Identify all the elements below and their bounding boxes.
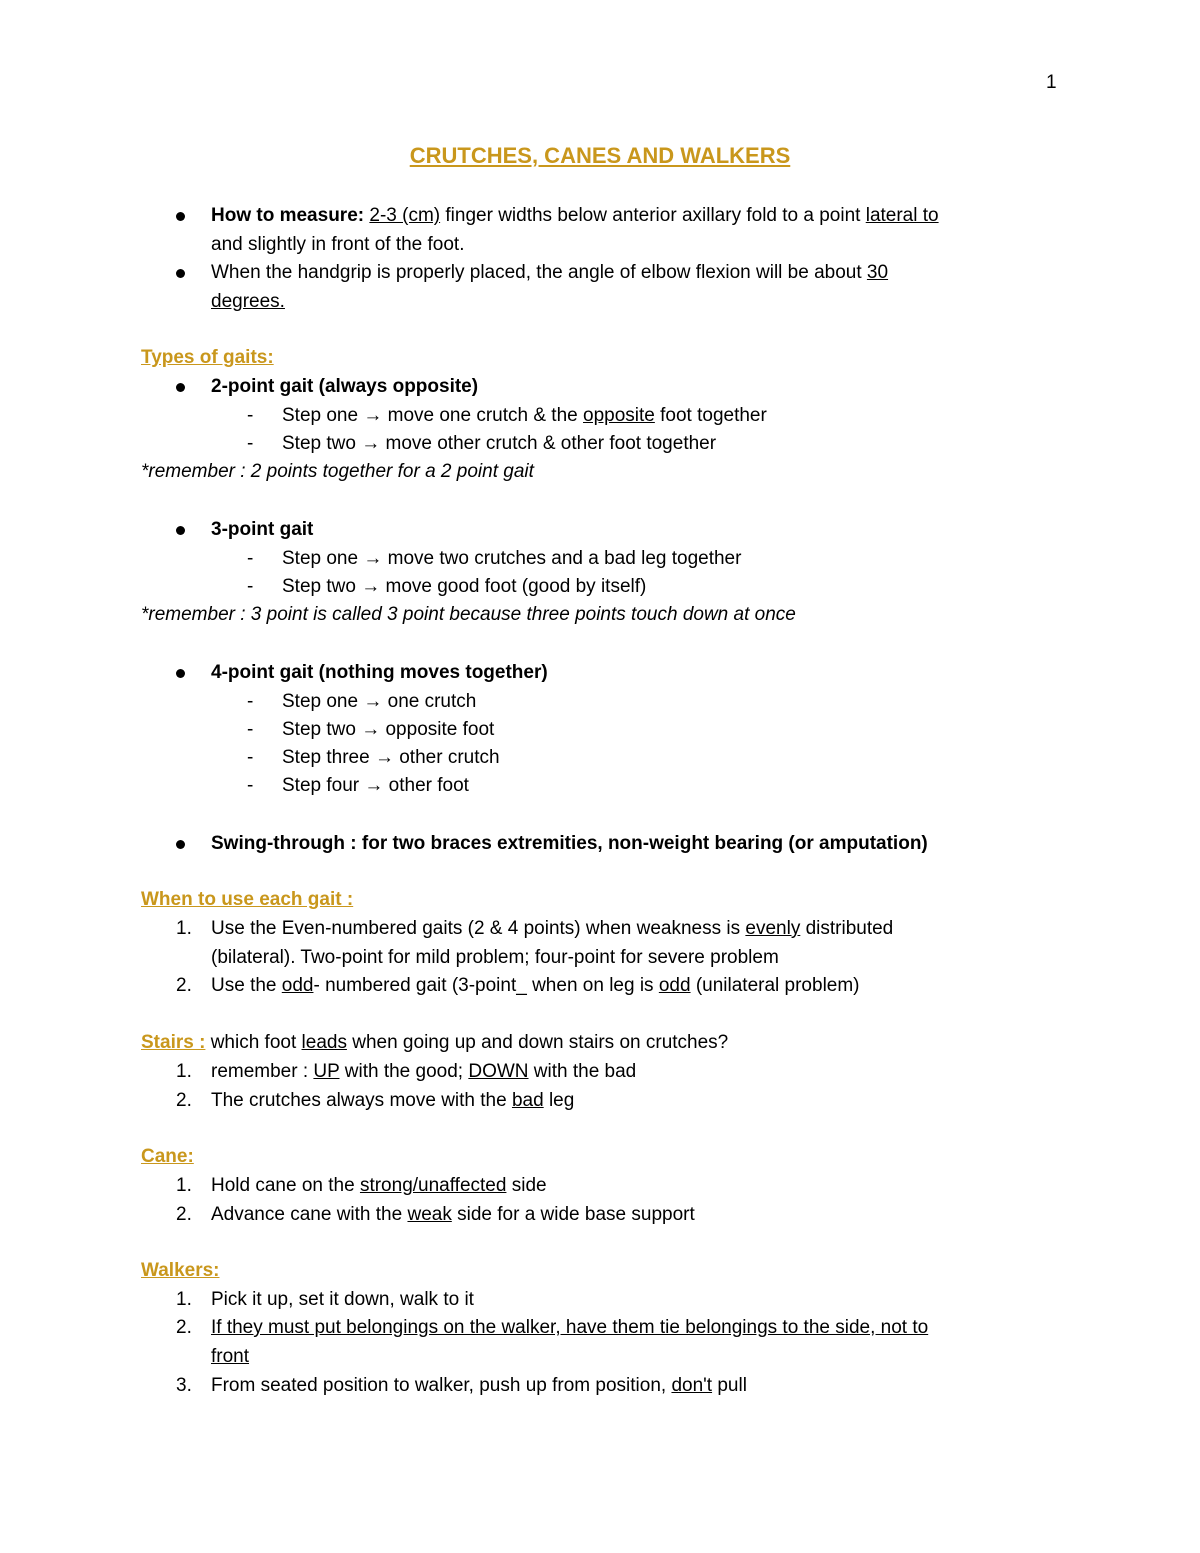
list-number: 1. <box>176 1061 192 1082</box>
dash-icon: - <box>247 433 254 454</box>
item-text: pull <box>712 1375 747 1396</box>
dash-icon: - <box>247 548 254 569</box>
dash-icon: - <box>247 691 254 712</box>
three-point-step-2: Step two → move good foot (good by itself) <box>282 576 647 597</box>
dash-icon: - <box>247 719 254 740</box>
cane-heading: Cane: <box>141 1146 194 1167</box>
three-point-remember: *remember : 3 point is called 3 point because three points touch down at once <box>141 604 796 625</box>
four-point-title: 4-point gait (nothing moves together) <box>211 662 548 683</box>
walkers-item-1: Pick it up, set it down, walk to it <box>211 1289 474 1310</box>
bullet-icon <box>176 526 185 535</box>
measure-label: How to measure: <box>211 205 365 226</box>
walkers-heading: Walkers: <box>141 1260 220 1281</box>
when-item-1-line-2: (bilateral). Two-point for mild problem; four-point for severe problem <box>211 947 779 968</box>
bullet-icon <box>176 212 185 221</box>
four-point-step-1: Step one → one crutch <box>282 691 477 712</box>
item-underline: don't <box>671 1375 713 1396</box>
item-text: - numbered gait (3-point_ when on leg is <box>313 975 659 996</box>
item-text: Use the Even-numbered gaits (2 & 4 points) when weakness is <box>211 918 746 939</box>
measure-text: finger widths below anterior axillary fold to a point <box>440 205 866 226</box>
item-text: which foot <box>205 1032 302 1053</box>
handgrip-line <box>211 259 888 287</box>
dash-icon: - <box>247 775 254 796</box>
swing-through: Swing-through : for two braces extremities, non-weight bearing (or amputation) <box>211 833 928 854</box>
measure-value: 2-3 (cm) <box>369 205 441 226</box>
two-point-title: 2-point gait (always opposite) <box>211 376 479 397</box>
item-underline: odd <box>658 975 691 996</box>
four-point-step-2: Step two → opposite foot <box>282 719 495 740</box>
item-underline: UP <box>313 1061 340 1082</box>
when-item-2 <box>211 972 860 1000</box>
step-underline: opposite <box>583 405 655 426</box>
list-number: 2. <box>176 1204 192 1225</box>
stairs-question <box>141 1029 728 1057</box>
bullet-icon <box>176 840 185 849</box>
two-point-step-1 <box>282 402 767 430</box>
list-number: 1. <box>176 1289 192 1310</box>
bullet-icon <box>176 669 185 678</box>
item-underline: odd <box>281 975 314 996</box>
stairs-item-1 <box>211 1058 636 1086</box>
handgrip-text: When the handgrip is properly placed, the angle of elbow flexion will be about <box>211 262 867 283</box>
item-text: distributed <box>800 918 894 939</box>
item-text: when going up and down stairs on crutches? <box>346 1032 729 1053</box>
four-point-step-3: Step three → other crutch <box>282 747 500 768</box>
item-text: Advance cane with the <box>211 1204 408 1225</box>
item-underline: weak <box>407 1204 452 1225</box>
dash-icon: - <box>247 405 254 426</box>
walkers-item-3 <box>211 1372 747 1400</box>
when-heading: When to use each gait : <box>141 889 354 910</box>
three-point-step-1: Step one → move two crutches and a bad leg together <box>282 548 742 569</box>
item-text: From seated position to walker, push up from position, <box>211 1375 672 1396</box>
handgrip-degree-value: 30 <box>866 262 889 283</box>
four-point-step-4: Step four → other foot <box>282 775 469 796</box>
measure-line-2: and slightly in front of the foot. <box>211 234 465 255</box>
bullet-icon <box>176 383 185 392</box>
item-text: remember : <box>211 1061 314 1082</box>
measure-line <box>211 202 939 230</box>
list-number: 2. <box>176 1317 192 1338</box>
handgrip-degrees: degrees. <box>211 291 285 312</box>
item-text: with the bad <box>528 1061 637 1082</box>
page-number: 1 <box>1046 72 1057 93</box>
item-underline: evenly <box>745 918 801 939</box>
item-text: side <box>506 1175 547 1196</box>
item-text: side for a wide base support <box>451 1204 695 1225</box>
item-text: (unilateral problem) <box>690 975 860 996</box>
cane-item-2 <box>211 1201 695 1229</box>
dash-icon: - <box>247 576 254 597</box>
list-number: 3. <box>176 1375 192 1396</box>
types-heading: Types of gaits: <box>141 347 274 368</box>
item-underline: bad <box>511 1090 544 1111</box>
item-text: Use the <box>211 975 282 996</box>
stairs-item-2 <box>211 1087 574 1115</box>
document-title: CRUTCHES, CANES AND WALKERS <box>409 143 791 168</box>
list-number: 1. <box>176 1175 192 1196</box>
item-text: with the good; <box>339 1061 469 1082</box>
three-point-title: 3-point gait <box>211 519 314 540</box>
item-text: The crutches always move with the <box>211 1090 512 1111</box>
dash-icon: - <box>247 747 254 768</box>
walkers-item-2-line-2: front <box>211 1346 250 1367</box>
list-number: 2. <box>176 975 192 996</box>
bullet-icon <box>176 269 185 278</box>
item-underline: leads <box>301 1032 347 1053</box>
two-point-remember: *remember : 2 points together for a 2 point gait <box>141 461 534 482</box>
cane-item-1 <box>211 1172 547 1200</box>
when-item-1 <box>211 915 893 943</box>
step-text: Step one → move one crutch & the <box>282 405 584 426</box>
item-text: Hold cane on the <box>211 1175 360 1196</box>
item-underline: strong/unaffected <box>359 1175 507 1196</box>
list-number: 1. <box>176 918 192 939</box>
stairs-heading: Stairs : <box>141 1032 206 1053</box>
list-number: 2. <box>176 1090 192 1111</box>
measure-lateral: lateral to <box>865 205 939 226</box>
item-underline: DOWN <box>468 1061 529 1082</box>
item-text: leg <box>543 1090 575 1111</box>
two-point-step-2: Step two → move other crutch & other foot together <box>282 433 717 454</box>
step-text: foot together <box>654 405 767 426</box>
walkers-item-2: If they must put belongings on the walker, have them tie belongings to the side, not to <box>211 1317 929 1338</box>
